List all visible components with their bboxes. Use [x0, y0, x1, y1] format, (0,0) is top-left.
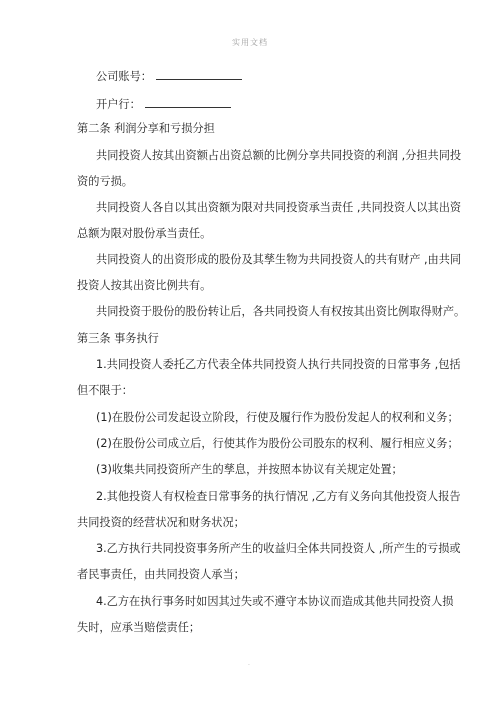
- paragraph-line: 4.乙方在执行事务时如因其过失或不遵守本协议而造成其他共同投资人损: [96, 595, 454, 608]
- bank-blank: [145, 96, 231, 108]
- paragraph-line: (1)在股份公司发起设立阶段，行使及履行作为股份发起人的权利和义务；: [96, 411, 459, 424]
- paragraph-line: 失时，应承当赔偿责任；: [77, 621, 201, 634]
- paragraph-line: 共同投资人的出资形成的股份及其孳生物为共同投资人的共有财产 ,由共同: [96, 253, 462, 266]
- company-account-label: 公司账号：: [96, 70, 152, 83]
- paragraph-line: 1.共同投资人委托乙方代表全体共同投资人执行共同投资的日常事务 ,包括: [96, 358, 461, 371]
- page-header: 实用文档: [232, 38, 268, 47]
- bank-label: 开户行：: [96, 98, 141, 111]
- paragraph-line: 3.乙方执行共同投资事务所产生的收益归全体共同投资人 ,所产生的亏损或: [96, 542, 461, 555]
- company-account-blank: [156, 68, 242, 80]
- article-3-heading: 第三条 事务执行: [77, 332, 159, 345]
- paragraph-line: 投资人按其出资比例共有。: [77, 279, 212, 292]
- article-2-heading: 第二条 利润分享和亏损分担: [77, 122, 215, 135]
- paragraph-line: 资的亏损。: [77, 175, 133, 188]
- bank-row: [96, 96, 231, 112]
- paragraph-line: 2.其他投资人有权检查日常事务的执行情况 ,乙方有义务向其他投资人报告: [96, 490, 461, 503]
- paragraph-line: 但不限于：: [77, 384, 133, 397]
- paragraph-line: 共同投资于股份的股份转让后，各共同投资人有权按其出资比例取得财产。: [96, 305, 466, 318]
- paragraph-line: (3)收集共同投资所产生的孳息，并按照本协议有关规定处置；: [96, 463, 403, 476]
- paragraph-line: 共同投资人各自以其出资额为限对共同投资承当责任 ,共同投资人以其出资: [96, 201, 462, 214]
- paragraph-line: (2)在股份公司成立后，行使其作为股份公司股东的权利、履行相应义务；: [96, 437, 459, 450]
- footer-mark: .: [248, 660, 250, 667]
- paragraph-line: 者民事责任，由共同投资人承当；: [77, 568, 245, 581]
- paragraph-line: 总额为限对股份承当责任。: [77, 227, 212, 240]
- company-account-row: [96, 68, 242, 84]
- paragraph-line: 共同投资人按其出资额占出资总额的比例分享共同投资的利润 ,分担共同投: [96, 149, 462, 162]
- paragraph-line: 共同投资的经营状况和财务状况；: [77, 516, 245, 529]
